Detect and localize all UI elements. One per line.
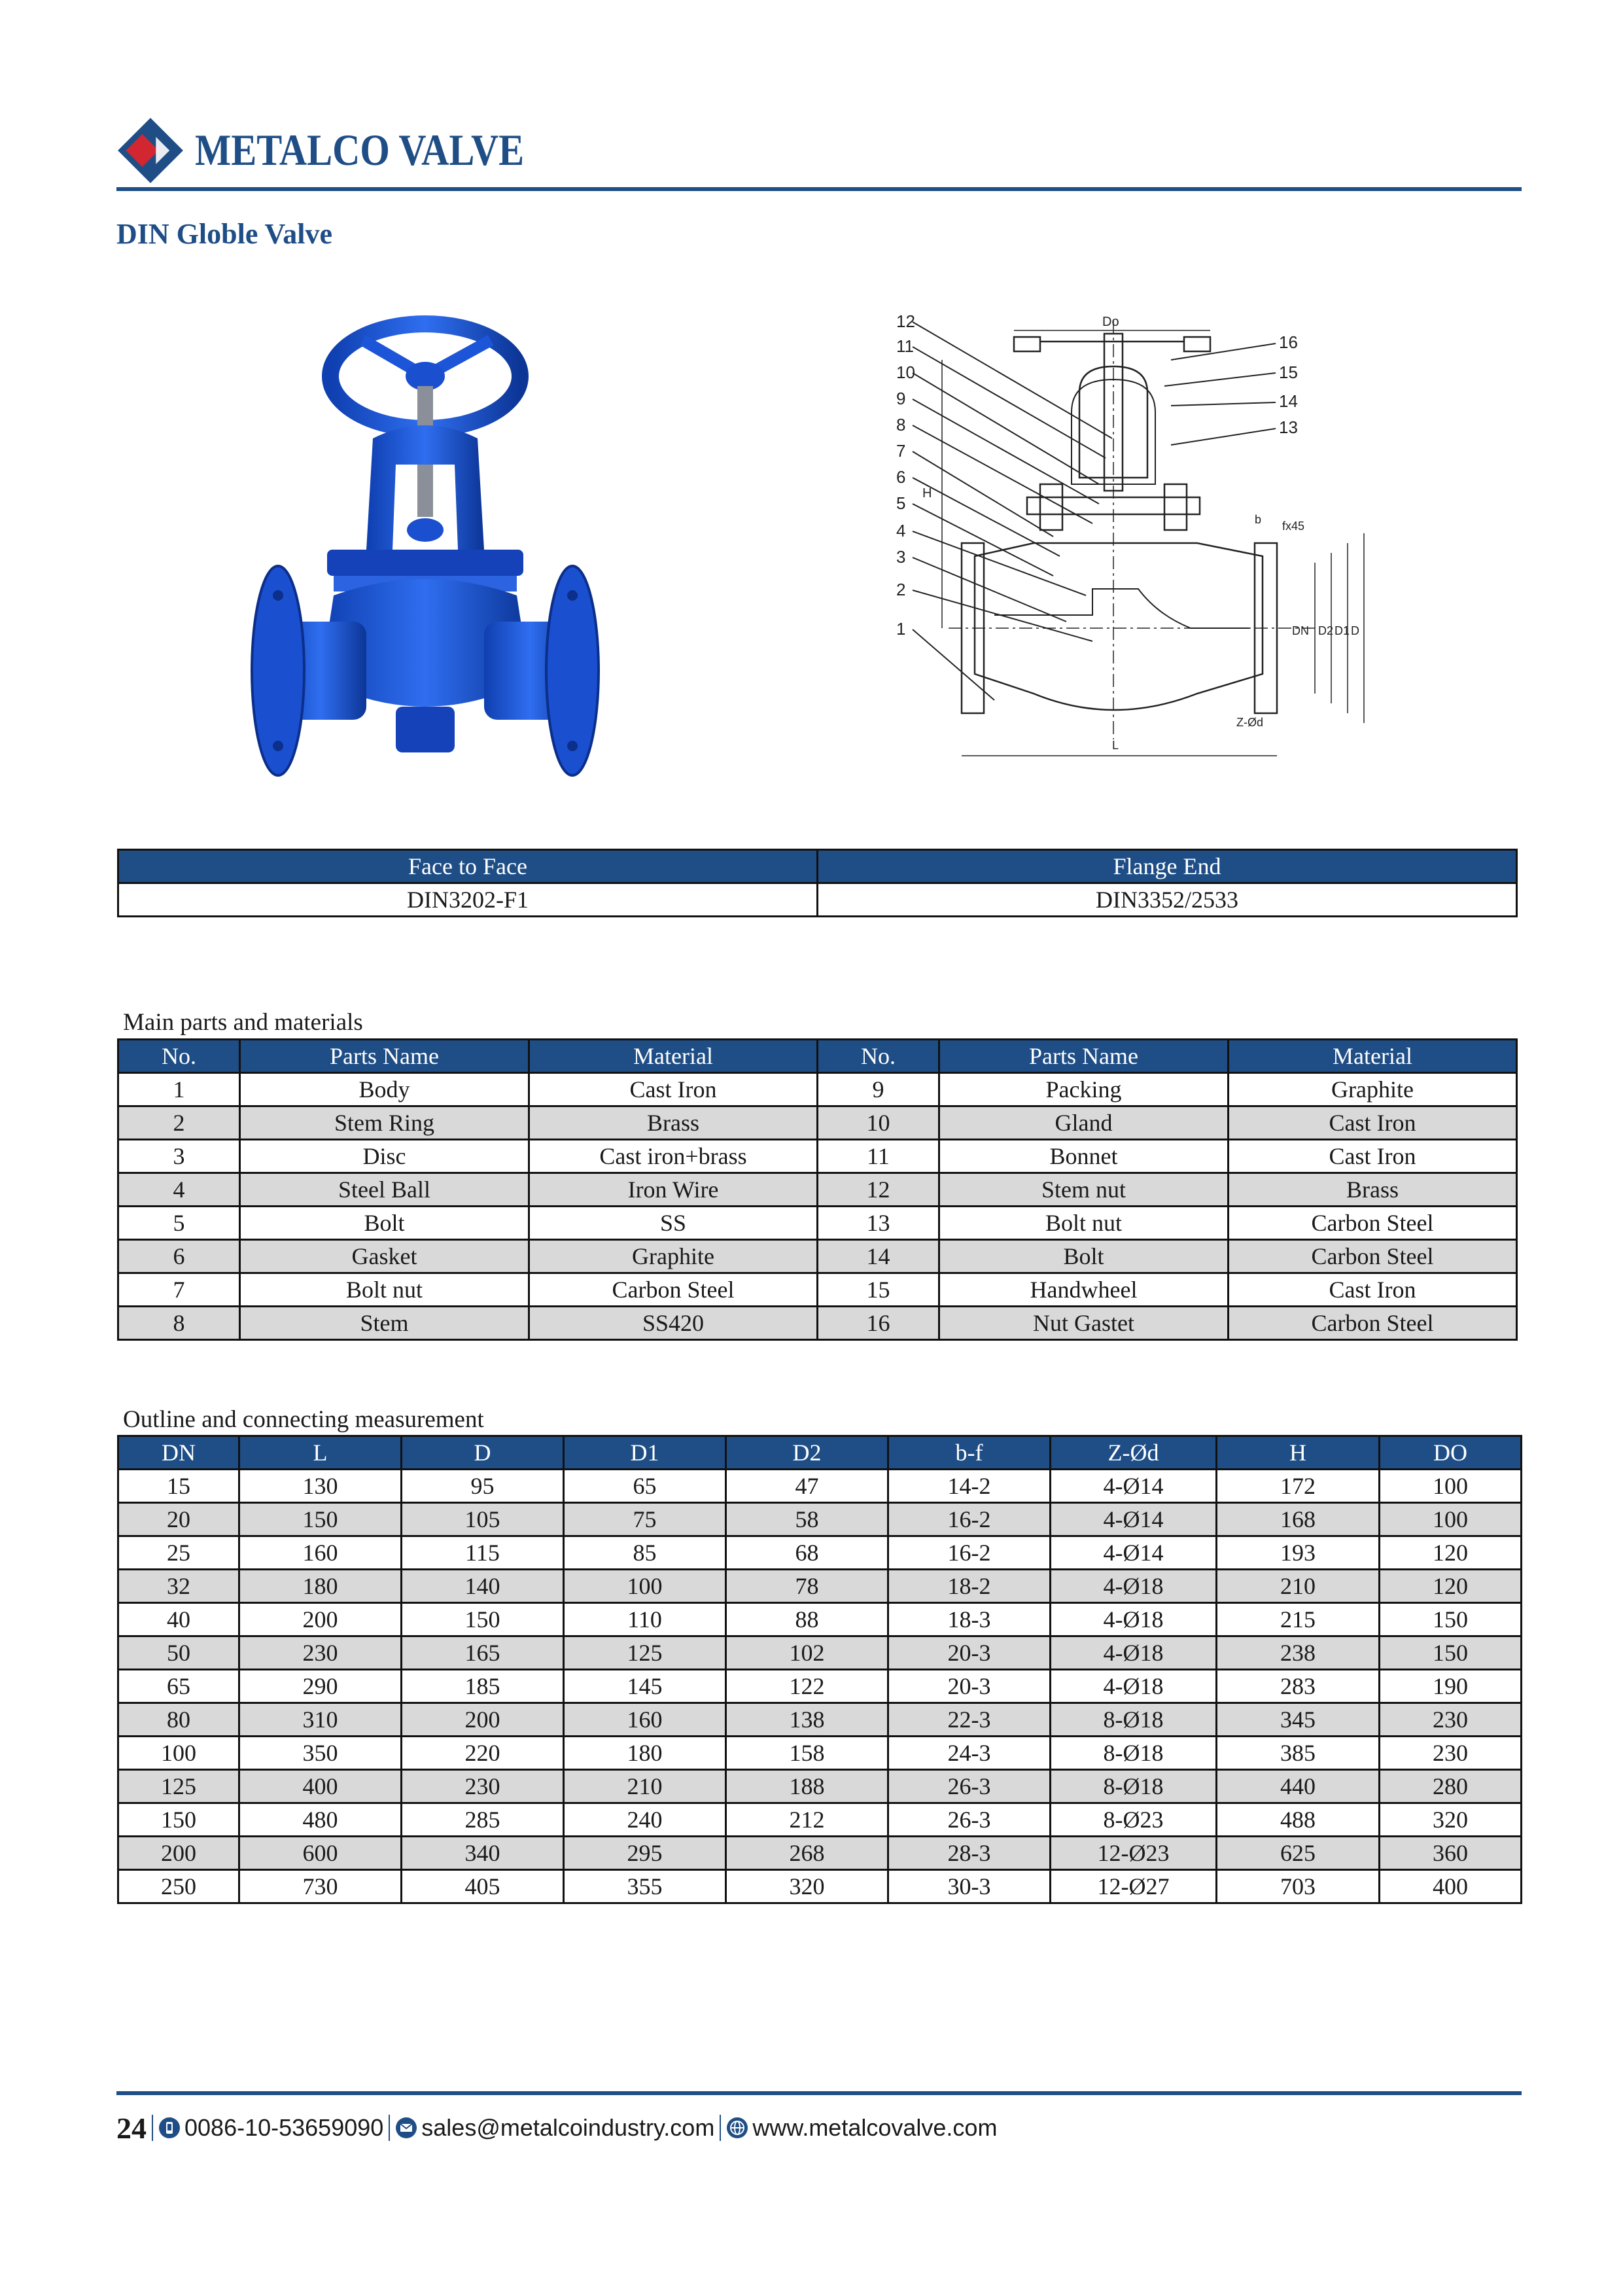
page-number: 24 [116, 2111, 147, 2145]
table-cell: 238 [1217, 1636, 1380, 1670]
table-cell: 320 [726, 1870, 888, 1903]
table-cell: 138 [726, 1703, 888, 1737]
table-row [118, 1703, 1522, 1737]
table-row [118, 1106, 1517, 1140]
table-cell: 8-Ø18 [1051, 1737, 1217, 1770]
table-cell: 75 [564, 1503, 726, 1536]
table-cell: 22-3 [888, 1703, 1051, 1737]
table-row [118, 1570, 1522, 1603]
table-cell: Bolt nut [939, 1207, 1229, 1240]
table-row [118, 1803, 1522, 1837]
table-cell: Carbon Steel [529, 1273, 818, 1307]
table-cell: 185 [402, 1670, 564, 1703]
table-cell: Bonnet [939, 1140, 1229, 1173]
footer-divider [116, 2091, 1522, 2095]
globe-icon [726, 2117, 748, 2139]
callout-8: 8 [896, 415, 906, 434]
table-cell: 150 [402, 1603, 564, 1636]
outline-caption: Outline and connecting measurement [123, 1406, 484, 1433]
table-cell: 8-Ø18 [1051, 1703, 1217, 1737]
col-d2: D2 [726, 1436, 888, 1470]
table-cell: 50 [118, 1636, 239, 1670]
table-cell: 25 [118, 1536, 239, 1570]
table-cell: 355 [564, 1870, 726, 1903]
table-cell: 230 [402, 1770, 564, 1803]
table-row [118, 1470, 1522, 1503]
dim-zd: Z-Ød [1236, 716, 1264, 729]
table-cell: 230 [1380, 1703, 1522, 1737]
table-cell: Disc [240, 1140, 529, 1173]
col-do: DO [1380, 1436, 1522, 1470]
table-cell: 320 [1380, 1803, 1522, 1837]
table-cell: 4-Ø18 [1051, 1603, 1217, 1636]
table-cell: Graphite [1229, 1073, 1517, 1106]
table-cell: 215 [1217, 1603, 1380, 1636]
table-cell: Cast iron+brass [529, 1140, 818, 1173]
table-cell: Bolt [240, 1207, 529, 1240]
table-cell: 250 [118, 1870, 239, 1903]
table-cell: 9 [818, 1073, 939, 1106]
table-cell: 88 [726, 1603, 888, 1636]
table-cell: Cast Iron [1229, 1273, 1517, 1307]
parts-caption: Main parts and materials [123, 1009, 363, 1036]
table-cell: Carbon Steel [1229, 1307, 1517, 1340]
table-cell: Graphite [529, 1240, 818, 1273]
table-cell: 188 [726, 1770, 888, 1803]
col-no: No. [818, 1040, 939, 1073]
table-cell: 30-3 [888, 1870, 1051, 1903]
table-cell: 20 [118, 1503, 239, 1536]
table-cell: 385 [1217, 1737, 1380, 1770]
table-cell: 4-Ø14 [1051, 1536, 1217, 1570]
table-cell: 350 [239, 1737, 402, 1770]
callout-13: 13 [1279, 417, 1298, 437]
table-cell: 150 [1380, 1636, 1522, 1670]
table-cell: 102 [726, 1636, 888, 1670]
header-divider [116, 187, 1522, 191]
table-cell: 283 [1217, 1670, 1380, 1703]
table-cell: 4-Ø18 [1051, 1670, 1217, 1703]
table-cell: 100 [1380, 1503, 1522, 1536]
table-cell: 145 [564, 1670, 726, 1703]
table-cell: 268 [726, 1837, 888, 1870]
table-cell: 230 [1380, 1737, 1522, 1770]
table-cell: 5 [118, 1207, 240, 1240]
col-zd: Z-Ød [1051, 1436, 1217, 1470]
table-cell: 200 [402, 1703, 564, 1737]
table-cell: 100 [118, 1737, 239, 1770]
table-cell: 15 [118, 1470, 239, 1503]
table-cell: 180 [239, 1570, 402, 1603]
table-cell: 160 [239, 1536, 402, 1570]
table-cell: Gland [939, 1106, 1229, 1140]
table-row [118, 1737, 1522, 1770]
callout-4: 4 [896, 521, 906, 540]
table-cell: 285 [402, 1803, 564, 1837]
table-cell: 20-3 [888, 1670, 1051, 1703]
table-row [118, 1173, 1517, 1207]
table-row [118, 1207, 1517, 1240]
table-row [118, 1837, 1522, 1870]
dim-d: D [1351, 624, 1359, 637]
flange-end-value: DIN3352/2533 [818, 883, 1517, 917]
table-cell: 193 [1217, 1536, 1380, 1570]
website-link[interactable]: www.metalcovalve.com [752, 2114, 998, 2141]
table-cell: 4-Ø14 [1051, 1470, 1217, 1503]
table-cell: 158 [726, 1737, 888, 1770]
table-cell: 105 [402, 1503, 564, 1536]
dim-h: H [922, 486, 932, 501]
table-row [118, 1073, 1517, 1106]
table-cell: 7 [118, 1273, 240, 1307]
outline-table [117, 1435, 1522, 1904]
page-title: DIN Globle Valve [116, 218, 333, 250]
table-cell: Body [240, 1073, 529, 1106]
callout-2: 2 [896, 580, 906, 599]
dim-dn: DN [1292, 624, 1309, 637]
col-no: No. [118, 1040, 240, 1073]
table-cell: 8 [118, 1307, 240, 1340]
table-cell: 14 [818, 1240, 939, 1273]
table-cell: 26-3 [888, 1770, 1051, 1803]
table-cell: Steel Ball [240, 1173, 529, 1207]
footer-separator [152, 2115, 153, 2141]
dim-l: L [1112, 739, 1119, 752]
table-row [118, 1770, 1522, 1803]
table-row [118, 1603, 1522, 1636]
table-cell: 32 [118, 1570, 239, 1603]
table-cell: 20-3 [888, 1636, 1051, 1670]
table-row [118, 1140, 1517, 1173]
table-cell: 488 [1217, 1803, 1380, 1837]
col-h: H [1217, 1436, 1380, 1470]
table-cell: 16 [818, 1307, 939, 1340]
table-cell: 172 [1217, 1470, 1380, 1503]
dim-d1: D1 [1335, 624, 1350, 637]
table-cell: 18-2 [888, 1570, 1051, 1603]
table-cell: 115 [402, 1536, 564, 1570]
table-cell: 160 [564, 1703, 726, 1737]
email-link[interactable]: sales@metalcoindustry.com [421, 2114, 715, 2141]
table-cell: 360 [1380, 1837, 1522, 1870]
footer-separator [389, 2115, 390, 2141]
table-cell: 165 [402, 1636, 564, 1670]
table-cell: 180 [564, 1737, 726, 1770]
table-cell: 18-3 [888, 1603, 1051, 1636]
table-cell: 28-3 [888, 1837, 1051, 1870]
table-cell: 400 [239, 1770, 402, 1803]
table-row [118, 1536, 1522, 1570]
left-callout-labels [896, 311, 915, 639]
email-icon [395, 2117, 417, 2139]
col-bf: b-f [888, 1436, 1051, 1470]
brand-name: METALCO VALVE [195, 125, 525, 175]
table-cell: 100 [1380, 1470, 1522, 1503]
table-cell: 26-3 [888, 1803, 1051, 1837]
callout-7: 7 [896, 441, 906, 461]
table-cell: Gasket [240, 1240, 529, 1273]
table-cell: 15 [818, 1273, 939, 1307]
table-cell: 3 [118, 1140, 240, 1173]
table-row [118, 1870, 1522, 1903]
table-cell: SS420 [529, 1307, 818, 1340]
valve-photo [249, 314, 602, 798]
table-cell: Carbon Steel [1229, 1240, 1517, 1273]
table-cell: 150 [1380, 1603, 1522, 1636]
table-row [118, 1636, 1522, 1670]
table-cell: 47 [726, 1470, 888, 1503]
table-cell: 405 [402, 1870, 564, 1903]
footer [116, 2108, 997, 2147]
table-cell: 168 [1217, 1503, 1380, 1536]
table-row [118, 1307, 1517, 1340]
phone-icon [158, 2117, 181, 2139]
table-cell: 110 [564, 1603, 726, 1636]
table-cell: 12-Ø23 [1051, 1837, 1217, 1870]
table-cell: 150 [118, 1803, 239, 1837]
parts-table [117, 1038, 1518, 1341]
callout-1: 1 [896, 619, 906, 639]
table-cell: Packing [939, 1073, 1229, 1106]
table-cell: SS [529, 1207, 818, 1240]
table-cell: 12 [818, 1173, 939, 1207]
table-cell: 280 [1380, 1770, 1522, 1803]
table-cell: 68 [726, 1536, 888, 1570]
table-cell: 210 [1217, 1570, 1380, 1603]
table-cell: 4-Ø18 [1051, 1636, 1217, 1670]
col-dn: DN [118, 1436, 239, 1470]
table-cell: 13 [818, 1207, 939, 1240]
table-cell: 65 [564, 1470, 726, 1503]
phone-number[interactable]: 0086-10-53659090 [184, 2114, 384, 2141]
table-cell: 122 [726, 1670, 888, 1703]
col-parts-name: Parts Name [240, 1040, 529, 1073]
table-cell: Nut Gastet [939, 1307, 1229, 1340]
flange-end-header: Flange End [818, 850, 1517, 883]
table-cell: Brass [1229, 1173, 1517, 1207]
table-cell: 11 [818, 1140, 939, 1173]
table-cell: 230 [239, 1636, 402, 1670]
table-cell: 4 [118, 1173, 240, 1207]
table-cell: Handwheel [939, 1273, 1229, 1307]
dim-do: Do [1102, 315, 1119, 329]
col-parts-name: Parts Name [939, 1040, 1229, 1073]
table-row [118, 1240, 1517, 1273]
table-cell: 8-Ø18 [1051, 1770, 1217, 1803]
table-cell: 95 [402, 1470, 564, 1503]
table-cell: 16-2 [888, 1536, 1051, 1570]
table-cell: 12-Ø27 [1051, 1870, 1217, 1903]
table-cell: 703 [1217, 1870, 1380, 1903]
callout-14: 14 [1279, 391, 1298, 411]
table-cell: 4-Ø18 [1051, 1570, 1217, 1603]
table-cell: Cast Iron [1229, 1140, 1517, 1173]
table-cell: 140 [402, 1570, 564, 1603]
table-row [118, 1273, 1517, 1307]
callout-5: 5 [896, 493, 906, 513]
table-cell: 210 [564, 1770, 726, 1803]
table-cell: 65 [118, 1670, 239, 1703]
table-cell: 125 [118, 1770, 239, 1803]
brand-logo-icon [116, 116, 184, 185]
table-cell: Brass [529, 1106, 818, 1140]
table-cell: 40 [118, 1603, 239, 1636]
table-cell: 400 [1380, 1870, 1522, 1903]
table-cell: Stem nut [939, 1173, 1229, 1207]
table-cell: Cast Iron [1229, 1106, 1517, 1140]
dim-b: b [1255, 513, 1262, 526]
callout-10: 10 [896, 362, 915, 382]
table-cell: Bolt nut [240, 1273, 529, 1307]
table-cell: 58 [726, 1503, 888, 1536]
dim-fx: fx45 [1282, 520, 1305, 533]
face-to-face-value: DIN3202-F1 [118, 883, 818, 917]
table-cell: 14-2 [888, 1470, 1051, 1503]
col-d1: D1 [564, 1436, 726, 1470]
table-cell: 2 [118, 1106, 240, 1140]
callout-12: 12 [896, 311, 915, 331]
col-d: D [402, 1436, 564, 1470]
table-cell: 200 [118, 1837, 239, 1870]
callout-6: 6 [896, 467, 906, 487]
table-cell: 240 [564, 1803, 726, 1837]
dim-d2: D2 [1318, 624, 1334, 637]
table-cell: 80 [118, 1703, 239, 1737]
table-cell: 480 [239, 1803, 402, 1837]
table-cell: 100 [564, 1570, 726, 1603]
table-cell: 6 [118, 1240, 240, 1273]
table-cell: 120 [1380, 1536, 1522, 1570]
table-cell: 340 [402, 1837, 564, 1870]
table-cell: 345 [1217, 1703, 1380, 1737]
table-cell: Iron Wire [529, 1173, 818, 1207]
table-cell: 310 [239, 1703, 402, 1737]
table-cell: Cast Iron [529, 1073, 818, 1106]
footer-separator [720, 2115, 721, 2141]
table-cell: 200 [239, 1603, 402, 1636]
table-cell: 130 [239, 1470, 402, 1503]
right-callout-labels [1279, 332, 1298, 437]
face-to-face-header: Face to Face [118, 850, 818, 883]
callout-11: 11 [896, 336, 914, 356]
table-cell: 212 [726, 1803, 888, 1837]
table-cell: 16-2 [888, 1503, 1051, 1536]
table-cell: 295 [564, 1837, 726, 1870]
face-flange-table [117, 849, 1518, 917]
table-row [118, 1670, 1522, 1703]
table-cell: Carbon Steel [1229, 1207, 1517, 1240]
table-cell: 8-Ø23 [1051, 1803, 1217, 1837]
table-cell: 440 [1217, 1770, 1380, 1803]
table-cell: 10 [818, 1106, 939, 1140]
table-cell: Bolt [939, 1240, 1229, 1273]
table-cell: 120 [1380, 1570, 1522, 1603]
callout-15: 15 [1279, 362, 1298, 382]
table-cell: 190 [1380, 1670, 1522, 1703]
table-cell: 1 [118, 1073, 240, 1106]
col-material: Material [529, 1040, 818, 1073]
table-cell: 600 [239, 1837, 402, 1870]
table-cell: 78 [726, 1570, 888, 1603]
callout-16: 16 [1279, 332, 1298, 352]
table-cell: 730 [239, 1870, 402, 1903]
callout-3: 3 [896, 547, 906, 567]
table-cell: 625 [1217, 1837, 1380, 1870]
callout-9: 9 [896, 389, 906, 408]
parts-header-row [118, 1040, 1517, 1073]
table-cell: 220 [402, 1737, 564, 1770]
table-cell: Stem [240, 1307, 529, 1340]
table-cell: 4-Ø14 [1051, 1503, 1217, 1536]
valve-section-drawing [896, 308, 1393, 766]
table-cell: 24-3 [888, 1737, 1051, 1770]
col-l: L [239, 1436, 402, 1470]
table-row [118, 1503, 1522, 1536]
outline-header-row [118, 1436, 1522, 1470]
table-cell: 290 [239, 1670, 402, 1703]
table-cell: 125 [564, 1636, 726, 1670]
table-cell: 150 [239, 1503, 402, 1536]
table-cell: 85 [564, 1536, 726, 1570]
table-cell: Stem Ring [240, 1106, 529, 1140]
col-material: Material [1229, 1040, 1517, 1073]
